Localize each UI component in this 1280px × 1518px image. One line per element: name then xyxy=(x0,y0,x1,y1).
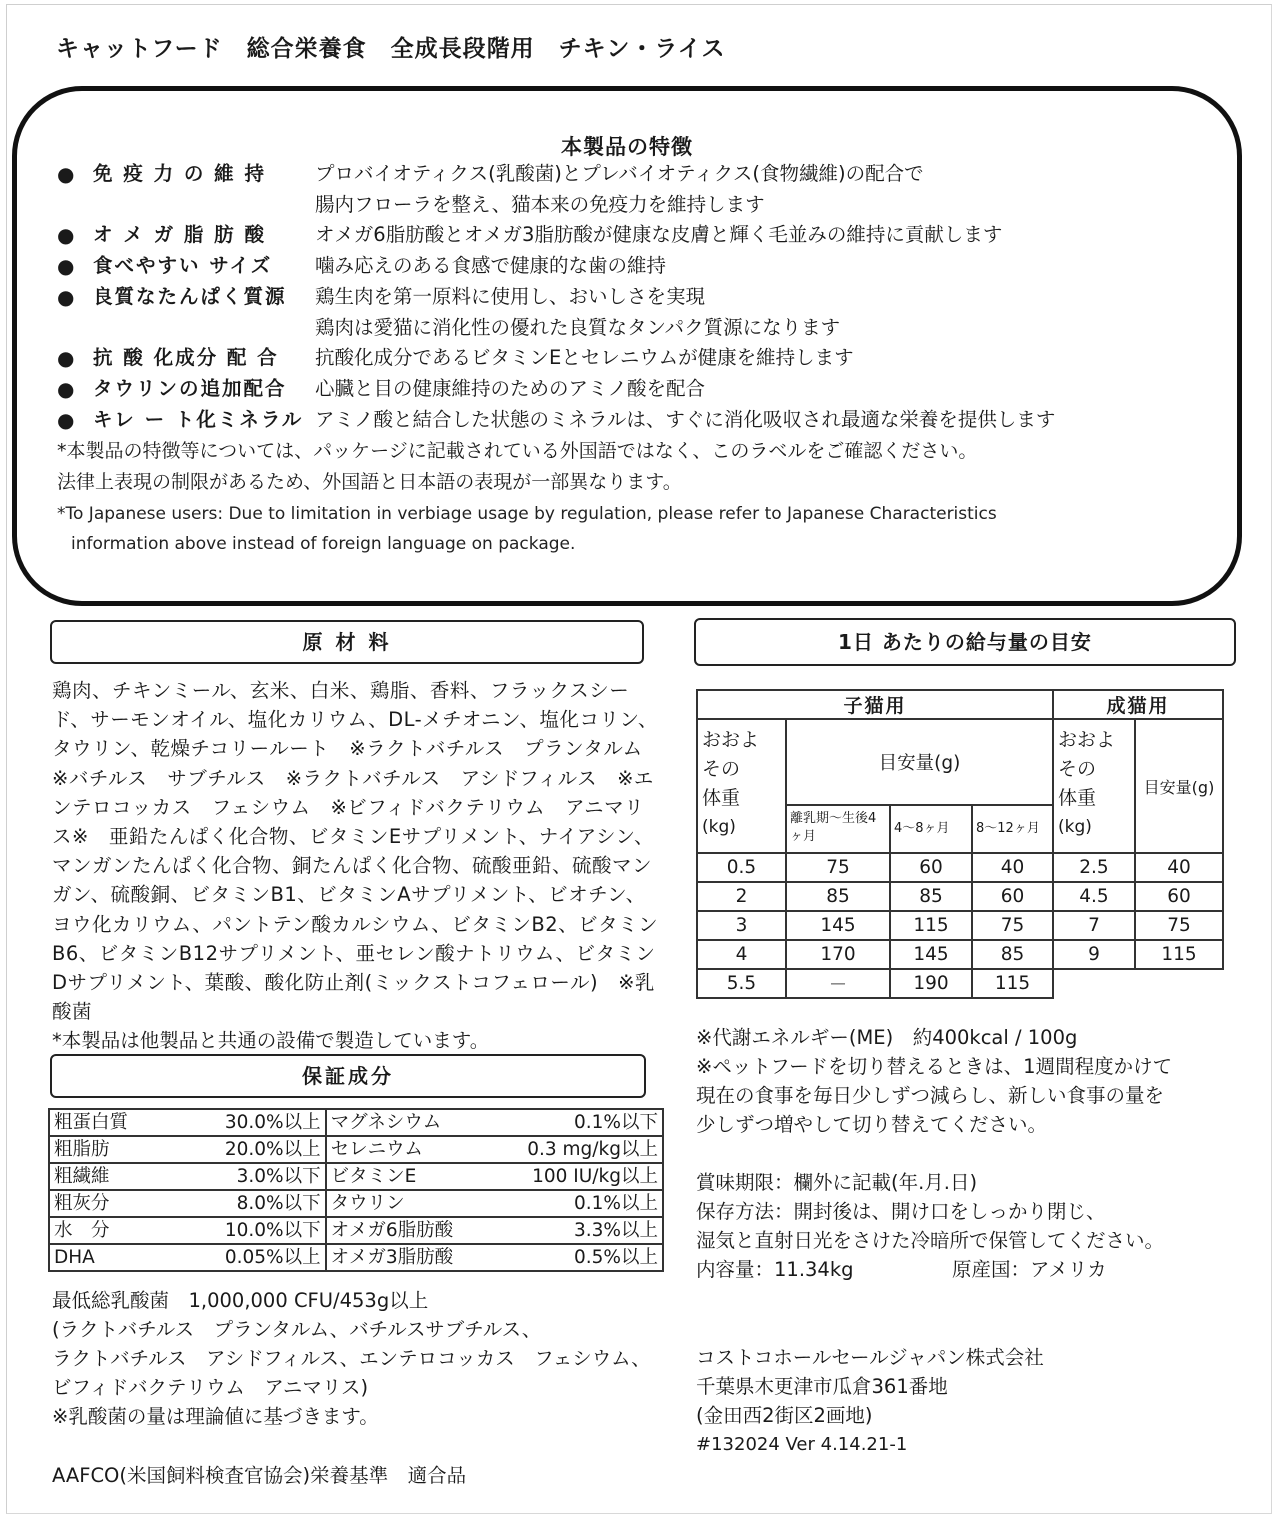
weight-cell: 0.5 xyxy=(697,853,786,882)
lacto-line: ※乳酸菌の量は理論値に基づきます。 xyxy=(52,1405,379,1428)
kitten-header: 子猫用 xyxy=(697,690,1053,719)
amount-cell: 60 xyxy=(972,882,1053,911)
weight-cell: 2.5 xyxy=(1053,853,1135,882)
feature-desc: プロバイオティクス(乳酸菌)とプレバイオティクス(食物繊維)の配合で xyxy=(315,162,924,185)
table-row xyxy=(49,1190,663,1217)
company-info xyxy=(696,1343,1044,1459)
amount-cell: 115 xyxy=(890,911,972,940)
bullet-icon: ● xyxy=(57,377,75,401)
energy-note: ※代謝エネルギー(ME) 約400kcal / 100g xyxy=(696,1026,1078,1049)
storage-line: 保存方法：開封後は、開け口をしっかり閉じ、 xyxy=(696,1200,1106,1223)
amount-label: 目安量(g) xyxy=(1135,719,1223,853)
feature-label: 良質なたんぱく質源 xyxy=(93,285,287,308)
company-line: 千葉県木更津市瓜倉361番地 xyxy=(696,1375,948,1398)
guarantee-heading: 保証成分 xyxy=(50,1054,646,1098)
bullet-icon: ● xyxy=(57,346,75,370)
weight-cell: 9 xyxy=(1053,940,1135,969)
amount-cell: 145 xyxy=(786,911,890,940)
nutrient-name: 粗蛋白質 xyxy=(49,1109,149,1136)
expiry-note: 賞味期限：欄外に記載(年.月.日) xyxy=(696,1171,978,1194)
weight-label-line: 体重 xyxy=(1058,787,1097,809)
amount-cell: 60 xyxy=(890,853,972,882)
amount-cell: 115 xyxy=(1135,940,1223,969)
table-row xyxy=(49,1136,663,1163)
weight-label-line: その xyxy=(1058,758,1097,780)
amount-label: 目安量(g) xyxy=(786,719,1053,805)
feature-desc-cont: 腸内フローラを整え、猫本来の免疫力を維持します xyxy=(315,193,765,216)
nutrient-name: ビタミンE xyxy=(326,1163,487,1190)
age-column-header: 8～12ヶ月 xyxy=(972,805,1053,853)
amount-cell: 190 xyxy=(890,969,972,998)
features-heading: 本製品の特徴 xyxy=(561,135,693,159)
nutrient-name: 水 分 xyxy=(49,1217,149,1244)
nutrient-value: 10.0%以下 xyxy=(149,1217,325,1244)
nutrient-value: 3.0%以下 xyxy=(149,1163,325,1190)
nutrient-name: オメガ6脂肪酸 xyxy=(326,1217,487,1244)
feature-desc: 噛み応えのある食感で健康的な歯の維持 xyxy=(315,254,667,277)
age-column-header: 離乳期～生後4ヶ月 xyxy=(786,805,890,853)
feeding-table xyxy=(696,689,1224,999)
nutrient-name: マグネシウム xyxy=(326,1109,487,1136)
empty-cell xyxy=(1053,969,1223,998)
nutrient-value: 3.3%以上 xyxy=(487,1217,663,1244)
company-line: コストコホールセールジャパン株式会社 xyxy=(696,1346,1044,1369)
amount-cell: 40 xyxy=(1135,853,1223,882)
feature-desc: 鶏生肉を第一原料に使用し、おいしさを実現 xyxy=(315,285,706,308)
nutrient-name: タウリン xyxy=(326,1190,487,1217)
weight-label-line: おおよ xyxy=(702,729,760,751)
weight-cell: 5.5 xyxy=(697,969,786,998)
table-row xyxy=(697,911,1223,940)
bullet-icon: ● xyxy=(57,285,75,309)
weight-label xyxy=(1053,719,1135,853)
amount-cell: 115 xyxy=(972,969,1053,998)
country-of-origin: 原産国：アメリカ xyxy=(952,1258,1107,1281)
table-row xyxy=(49,1244,663,1271)
ingredients-text: 鶏肉、チキンミール、玄米、白米、鶏脂、香料、フラックスシード、サーモンオイル、塩化カリウム、DL-メチオニン、塩化コリン、タウリン、乾燥チコリールート ※ラクトバチルス プランタルム ※バチルス サブチルス ※ラクトバチルス アシドフィルス ※エンテロコッカス フェシウム ※ビフィドバクテリウム アニマリス※ 亜鉛たんぱく化合物、ビタミンEサプリメント、ナイアシン、マンガンたんぱく化合物、銅たんぱく化合物、硫酸亜鉛、硫酸マンガン、硫酸銅、ビタミンB1、ビタミンAサプリメント、ビオチン、ヨウ化カリウム、パントテン酸カルシウム、ビタミンB2、ビタミンB6、ビタミンB12サプリメント、亜セレン酸ナトリウム、ビタミンDサプリメント、葉酸、酸化防止剤(ミックストコフェロール) ※乳酸菌 xyxy=(52,679,663,1024)
company-line: (金田西2街区2画地) xyxy=(696,1404,873,1427)
feature-desc: 心臓と目の健康維持のためのアミノ酸を配合 xyxy=(315,377,706,400)
nutrient-value: 30.0%以上 xyxy=(149,1109,325,1136)
table-row xyxy=(697,853,1223,882)
bullet-icon: ● xyxy=(57,408,75,432)
age-column-header: 4～8ヶ月 xyxy=(890,805,972,853)
company-line: #132024 Ver 4.14.21-1 xyxy=(696,1434,908,1455)
weight-cell: 3 xyxy=(697,911,786,940)
amount-cell: 40 xyxy=(972,853,1053,882)
amount-cell: 170 xyxy=(786,940,890,969)
amount-cell: 85 xyxy=(786,882,890,911)
features-english-note: information above instead of foreign language on package. xyxy=(71,534,576,554)
table-row xyxy=(697,969,1223,998)
table-row xyxy=(697,719,1223,805)
features-note: 法律上表現の制限があるため、外国語と日本語の表現が一部異なります。 xyxy=(57,471,682,493)
features-english-note: *To Japanese users: Due to limitation in verbiage usage by regulation, please refer to Japanese Characteristics xyxy=(57,504,997,524)
switch-note xyxy=(696,1052,1172,1139)
bullet-icon: ● xyxy=(57,223,75,247)
weight-cell: 4.5 xyxy=(1053,882,1135,911)
amount-cell: 85 xyxy=(890,882,972,911)
nutrient-name: セレニウム xyxy=(326,1136,487,1163)
aafco-note: AAFCO(米国飼料検査官協会)栄養基準 適合品 xyxy=(52,1464,467,1487)
lacto-line: ラクトバチルス アシドフィルス、エンテロコッカス フェシウム、 xyxy=(52,1347,651,1370)
weight-cell: 4 xyxy=(697,940,786,969)
amount-cell: 75 xyxy=(1135,911,1223,940)
ingredients-heading: 原 材 料 xyxy=(50,620,644,664)
feature-label: 抗 酸 化成分 配 合 xyxy=(93,346,279,369)
nutrient-value: 0.5%以上 xyxy=(487,1244,663,1271)
nutrient-name: DHA xyxy=(49,1244,149,1271)
storage-note xyxy=(696,1197,1164,1255)
feature-label: 食べやすい サイズ xyxy=(93,254,273,277)
nutrient-value: 0.05%以上 xyxy=(149,1244,325,1271)
weight-label xyxy=(697,719,786,853)
nutrient-value: 100 IU/kg以上 xyxy=(487,1163,663,1190)
feature-label: タウリンの追加配合 xyxy=(93,377,287,400)
nutrient-name: 粗繊維 xyxy=(49,1163,149,1190)
weight-label-line: 体重 xyxy=(702,787,741,809)
feature-desc: オメガ6脂肪酸とオメガ3脂肪酸が健康な皮膚と輝く毛並みの維持に貢献します xyxy=(315,223,1003,246)
feature-label: オ メ ガ 脂 肪 酸 xyxy=(93,223,266,246)
ingredients-note: *本製品は他製品と共通の設備で製造しています。 xyxy=(52,1029,490,1052)
table-row xyxy=(697,940,1223,969)
content-amount: 内容量：11.34kg xyxy=(696,1258,854,1281)
nutrient-value: 0.3 mg/kg以上 xyxy=(487,1136,663,1163)
feeding-heading: 1日 あたりの給与量の目安 xyxy=(694,618,1236,666)
guarantee-table xyxy=(48,1108,664,1272)
nutrient-value: 8.0%以下 xyxy=(149,1190,325,1217)
nutrient-value: 0.1%以下 xyxy=(487,1109,663,1136)
weight-label-line: (kg) xyxy=(702,817,736,837)
amount-cell: 60 xyxy=(1135,882,1223,911)
features-note: *本製品の特徴等については、パッケージに記載されている外国語ではなく、このラベルをご確認ください。 xyxy=(57,440,978,462)
switch-line: 現在の食事を毎日少しずつ減らし、新しい食事の量を xyxy=(696,1084,1165,1107)
nutrient-value: 0.1%以上 xyxy=(487,1190,663,1217)
table-row xyxy=(49,1217,663,1244)
amount-cell: 75 xyxy=(972,911,1053,940)
amount-cell: － xyxy=(786,969,890,998)
weight-label-line: (kg) xyxy=(1058,817,1092,837)
nutrient-name: オメガ3脂肪酸 xyxy=(326,1244,487,1271)
feature-desc-cont: 鶏肉は愛猫に消化性の優れた良質なタンパク質源になります xyxy=(315,316,841,339)
table-row xyxy=(697,882,1223,911)
product-title: キャットフード 総合栄養食 全成長段階用 チキン・ライス xyxy=(56,36,726,62)
amount-cell: 145 xyxy=(890,940,972,969)
weight-label-line: おおよ xyxy=(1058,729,1116,751)
weight-label-line: その xyxy=(702,758,741,780)
feature-label: キレ ー ト化ミネラル xyxy=(93,408,304,431)
amount-cell: 75 xyxy=(786,853,890,882)
feature-desc: 抗酸化成分であるビタミンEとセレニウムが健康を維持します xyxy=(315,346,854,369)
switch-line: ※ペットフードを切り替えるときは、1週間程度かけて xyxy=(696,1055,1173,1078)
lacto-line: 最低総乳酸菌 1,000,000 CFU/453g以上 xyxy=(52,1289,429,1312)
nutrient-name: 粗脂肪 xyxy=(49,1136,149,1163)
nutrient-value: 20.0%以上 xyxy=(149,1136,325,1163)
lacto-line: (ラクトバチルス プランタルム、バチルスサブチルス、 xyxy=(52,1318,542,1341)
nutrient-name: 粗灰分 xyxy=(49,1190,149,1217)
amount-cell: 85 xyxy=(972,940,1053,969)
bullet-icon: ● xyxy=(57,162,75,186)
weight-cell: 2 xyxy=(697,882,786,911)
lacto-line: ビフィドバクテリウム アニマリス) xyxy=(52,1376,369,1399)
table-row xyxy=(49,1163,663,1190)
switch-line: 少しずつ増やして切り替えてください。 xyxy=(696,1113,1048,1136)
bullet-icon: ● xyxy=(57,254,75,278)
weight-cell: 7 xyxy=(1053,911,1135,940)
table-row xyxy=(49,1109,663,1136)
table-row xyxy=(697,690,1223,719)
adult-header: 成猫用 xyxy=(1053,690,1223,719)
features-box xyxy=(12,86,1242,606)
storage-line: 湿気と直射日光をさけた冷暗所で保管してください。 xyxy=(696,1229,1165,1252)
lactobacillus-info xyxy=(52,1286,651,1431)
feature-desc: アミノ酸と結合した状態のミネラルは、すぐに消化吸収され最適な栄養を提供します xyxy=(315,408,1056,431)
feature-label: 免 疫 力 の 維 持 xyxy=(93,162,266,185)
